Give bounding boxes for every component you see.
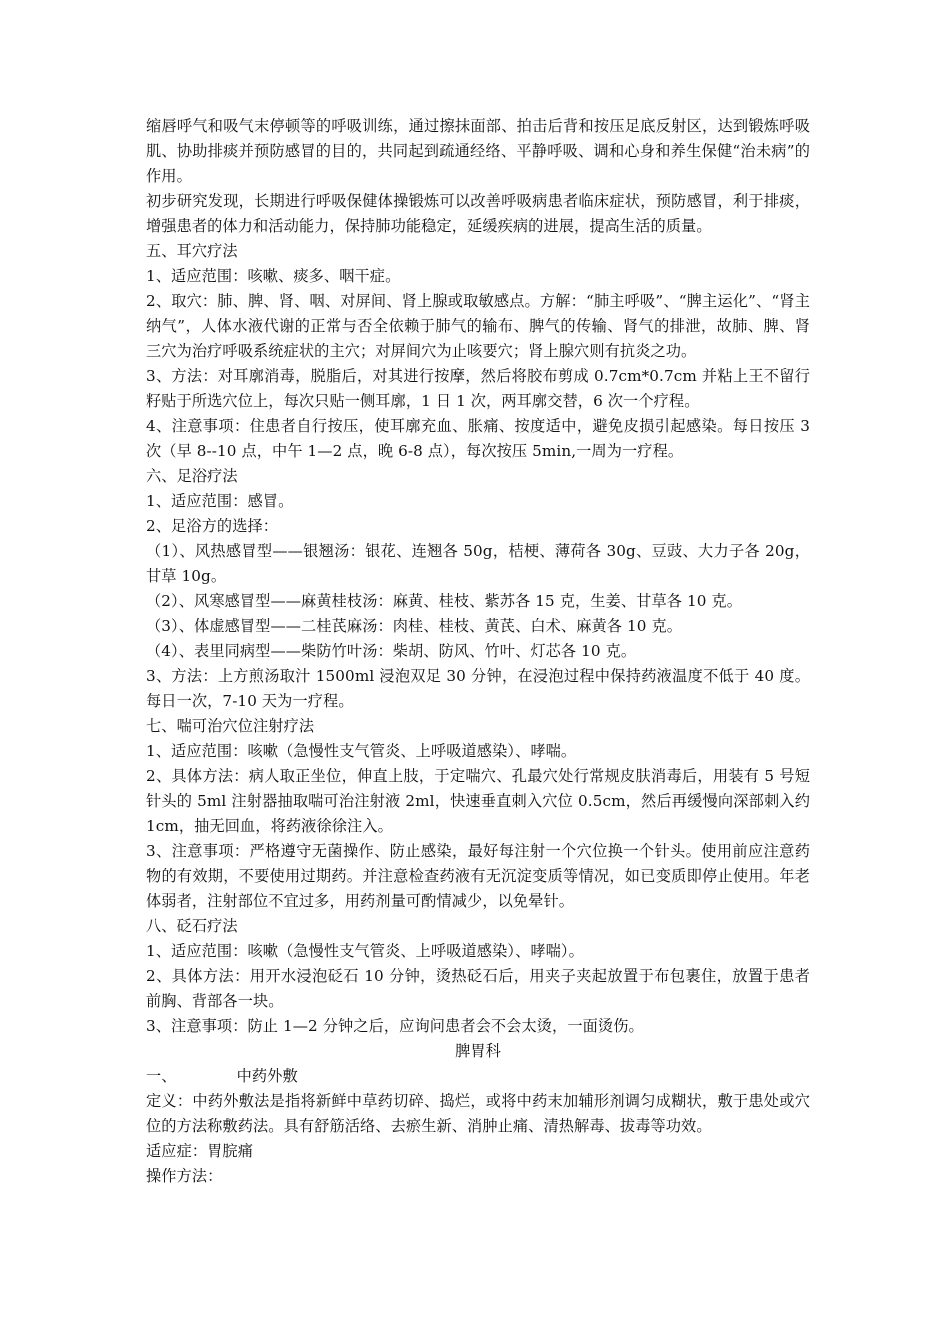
- paragraph: 1、适应范围：咳嗽（急慢性支气管炎、上呼吸道感染）、哮喘。: [146, 742, 577, 760]
- paragraph: 操作方法：: [146, 1167, 223, 1185]
- paragraph: 1、适应范围：咳嗽、痰多、咽干症。: [146, 267, 401, 285]
- paragraph: 2、足浴方的选择：: [146, 517, 279, 535]
- paragraph: 适应症：胃脘痛: [146, 1142, 254, 1160]
- paragraph: 3、注意事项：严格遵守无菌操作、防止感染，最好每注射一个穴位换一个针头。使用前应注意药物的有效期，不要使用过期药。并注意检查药液有无沉淀变质等情况，如已变质即停止使用。年老体弱者，注射部位不宜过多，用药剂量可酌情减少，以免晕针。: [146, 842, 810, 910]
- paragraph: 3、方法：上方煎汤取汁 1500ml 浸泡双足 30 分钟，在浸泡过程中保持药液温度不低于 40 度。每日一次，7-10 天为一疗程。: [146, 667, 810, 710]
- paragraph: 3、方法：对耳廓消毒，脱脂后，对其进行按摩，然后将胶布剪成 0.7cm*0.7cm 并粘上王不留行籽贴于所选穴位上，每次只贴一侧耳廓，1 日 1 次，两耳廓交替，6 次一个疗程。: [146, 367, 810, 410]
- chapter-title: 脾胃科: [455, 1042, 501, 1060]
- document-page: [146, 114, 810, 1189]
- subsection-number: 一、: [146, 1067, 177, 1085]
- paragraph: （2）、风寒感冒型——麻黄桂枝汤：麻黄、桂枝、紫苏各 15 克，生姜、甘草各 10 克。: [146, 592, 742, 610]
- section-heading: 七、喘可治穴位注射疗法: [146, 717, 315, 735]
- paragraph: （3）、体虚感冒型——二桂芪麻汤：肉桂、桂枝、黄芪、白术、麻黄各 10 克。: [146, 617, 683, 635]
- subsection-heading: [146, 1064, 810, 1089]
- paragraph: 3、注意事项：防止 1—2 分钟之后，应询问患者会不会太烫，一面烫伤。: [146, 1017, 644, 1035]
- paragraph: （4）、表里同病型——柴防竹叶汤：柴胡、防风、竹叶、灯芯各 10 克。: [146, 642, 637, 660]
- section-heading: 六、足浴疗法: [146, 467, 238, 485]
- section-heading: 五、耳穴疗法: [146, 242, 238, 260]
- paragraph: 1、适应范围：感冒。: [146, 492, 294, 510]
- paragraph: 缩唇呼气和吸气末停顿等的呼吸训练，通过擦抹面部、拍击后背和按压足底反射区，达到锻炼呼吸肌、协助排痰并预防感冒的目的，共同起到疏通经络、平静呼吸、调和心身和养生保健“治未病”的作用。: [146, 117, 810, 185]
- paragraph: 定义：中药外敷法是指将新鲜中草药切碎、捣烂，或将中药末加辅形剂调匀成糊状，敷于患处或穴位的方法称敷药法。具有舒筋活络、去瘀生新、消肿止痛、清热解毒、拔毒等功效。: [146, 1092, 810, 1135]
- paragraph: 初步研究发现，长期进行呼吸保健体操锻炼可以改善呼吸病患者临床症状，预防感冒，利于排痰，增强患者的体力和活动能力，保持肺功能稳定，延缓疾病的进展，提高生活的质量。: [146, 192, 810, 235]
- paragraph: （1）、风热感冒型——银翘汤：银花、连翘各 50g，桔梗、薄荷各 30g、豆豉、大力子各 20g，甘草 10g。: [146, 542, 810, 585]
- paragraph: 2、具体方法：病人取正坐位，伸直上肢，于定喘穴、孔最穴处行常规皮肤消毒后，用装有 5 号短针头的 5ml 注射器抽取喘可治注射液 2ml，快速垂直刺入穴位 0.5cm，然后再缓慢向深部刺入约 1cm，抽无回血，将药液徐徐注入。: [146, 767, 810, 835]
- paragraph: 1、适应范围：咳嗽（急慢性支气管炎、上呼吸道感染）、哮喘）。: [146, 942, 584, 960]
- paragraph: 2、具体方法：用开水浸泡砭石 10 分钟，烫热砭石后，用夹子夹起放置于布包裹住，放置于患者前胸、背部各一块。: [146, 967, 810, 1010]
- section-heading: 八、砭石疗法: [146, 917, 238, 935]
- subsection-title: 中药外敷: [236, 1067, 298, 1085]
- paragraph: 4、注意事项：住患者自行按压，使耳廓充血、胀痛、按度适中，避免皮损引起感染。每日按压 3 次（早 8--10 点，中午 1—2 点，晚 6-8 点），每次按压 5min,一周为一疗程。: [146, 417, 810, 460]
- paragraph: 2、取穴：肺、脾、肾、咽、对屏间、肾上腺或取敏感点。方解：“肺主呼吸”、“脾主运化”、“肾主纳气”，人体水液代谢的正常与否全依赖于肺气的输布、脾气的传输、肾气的排泄，故肺、脾、肾三穴为治疗呼吸系统症状的主穴；对屏间穴为止咳要穴；肾上腺穴则有抗炎之功。: [146, 292, 810, 360]
